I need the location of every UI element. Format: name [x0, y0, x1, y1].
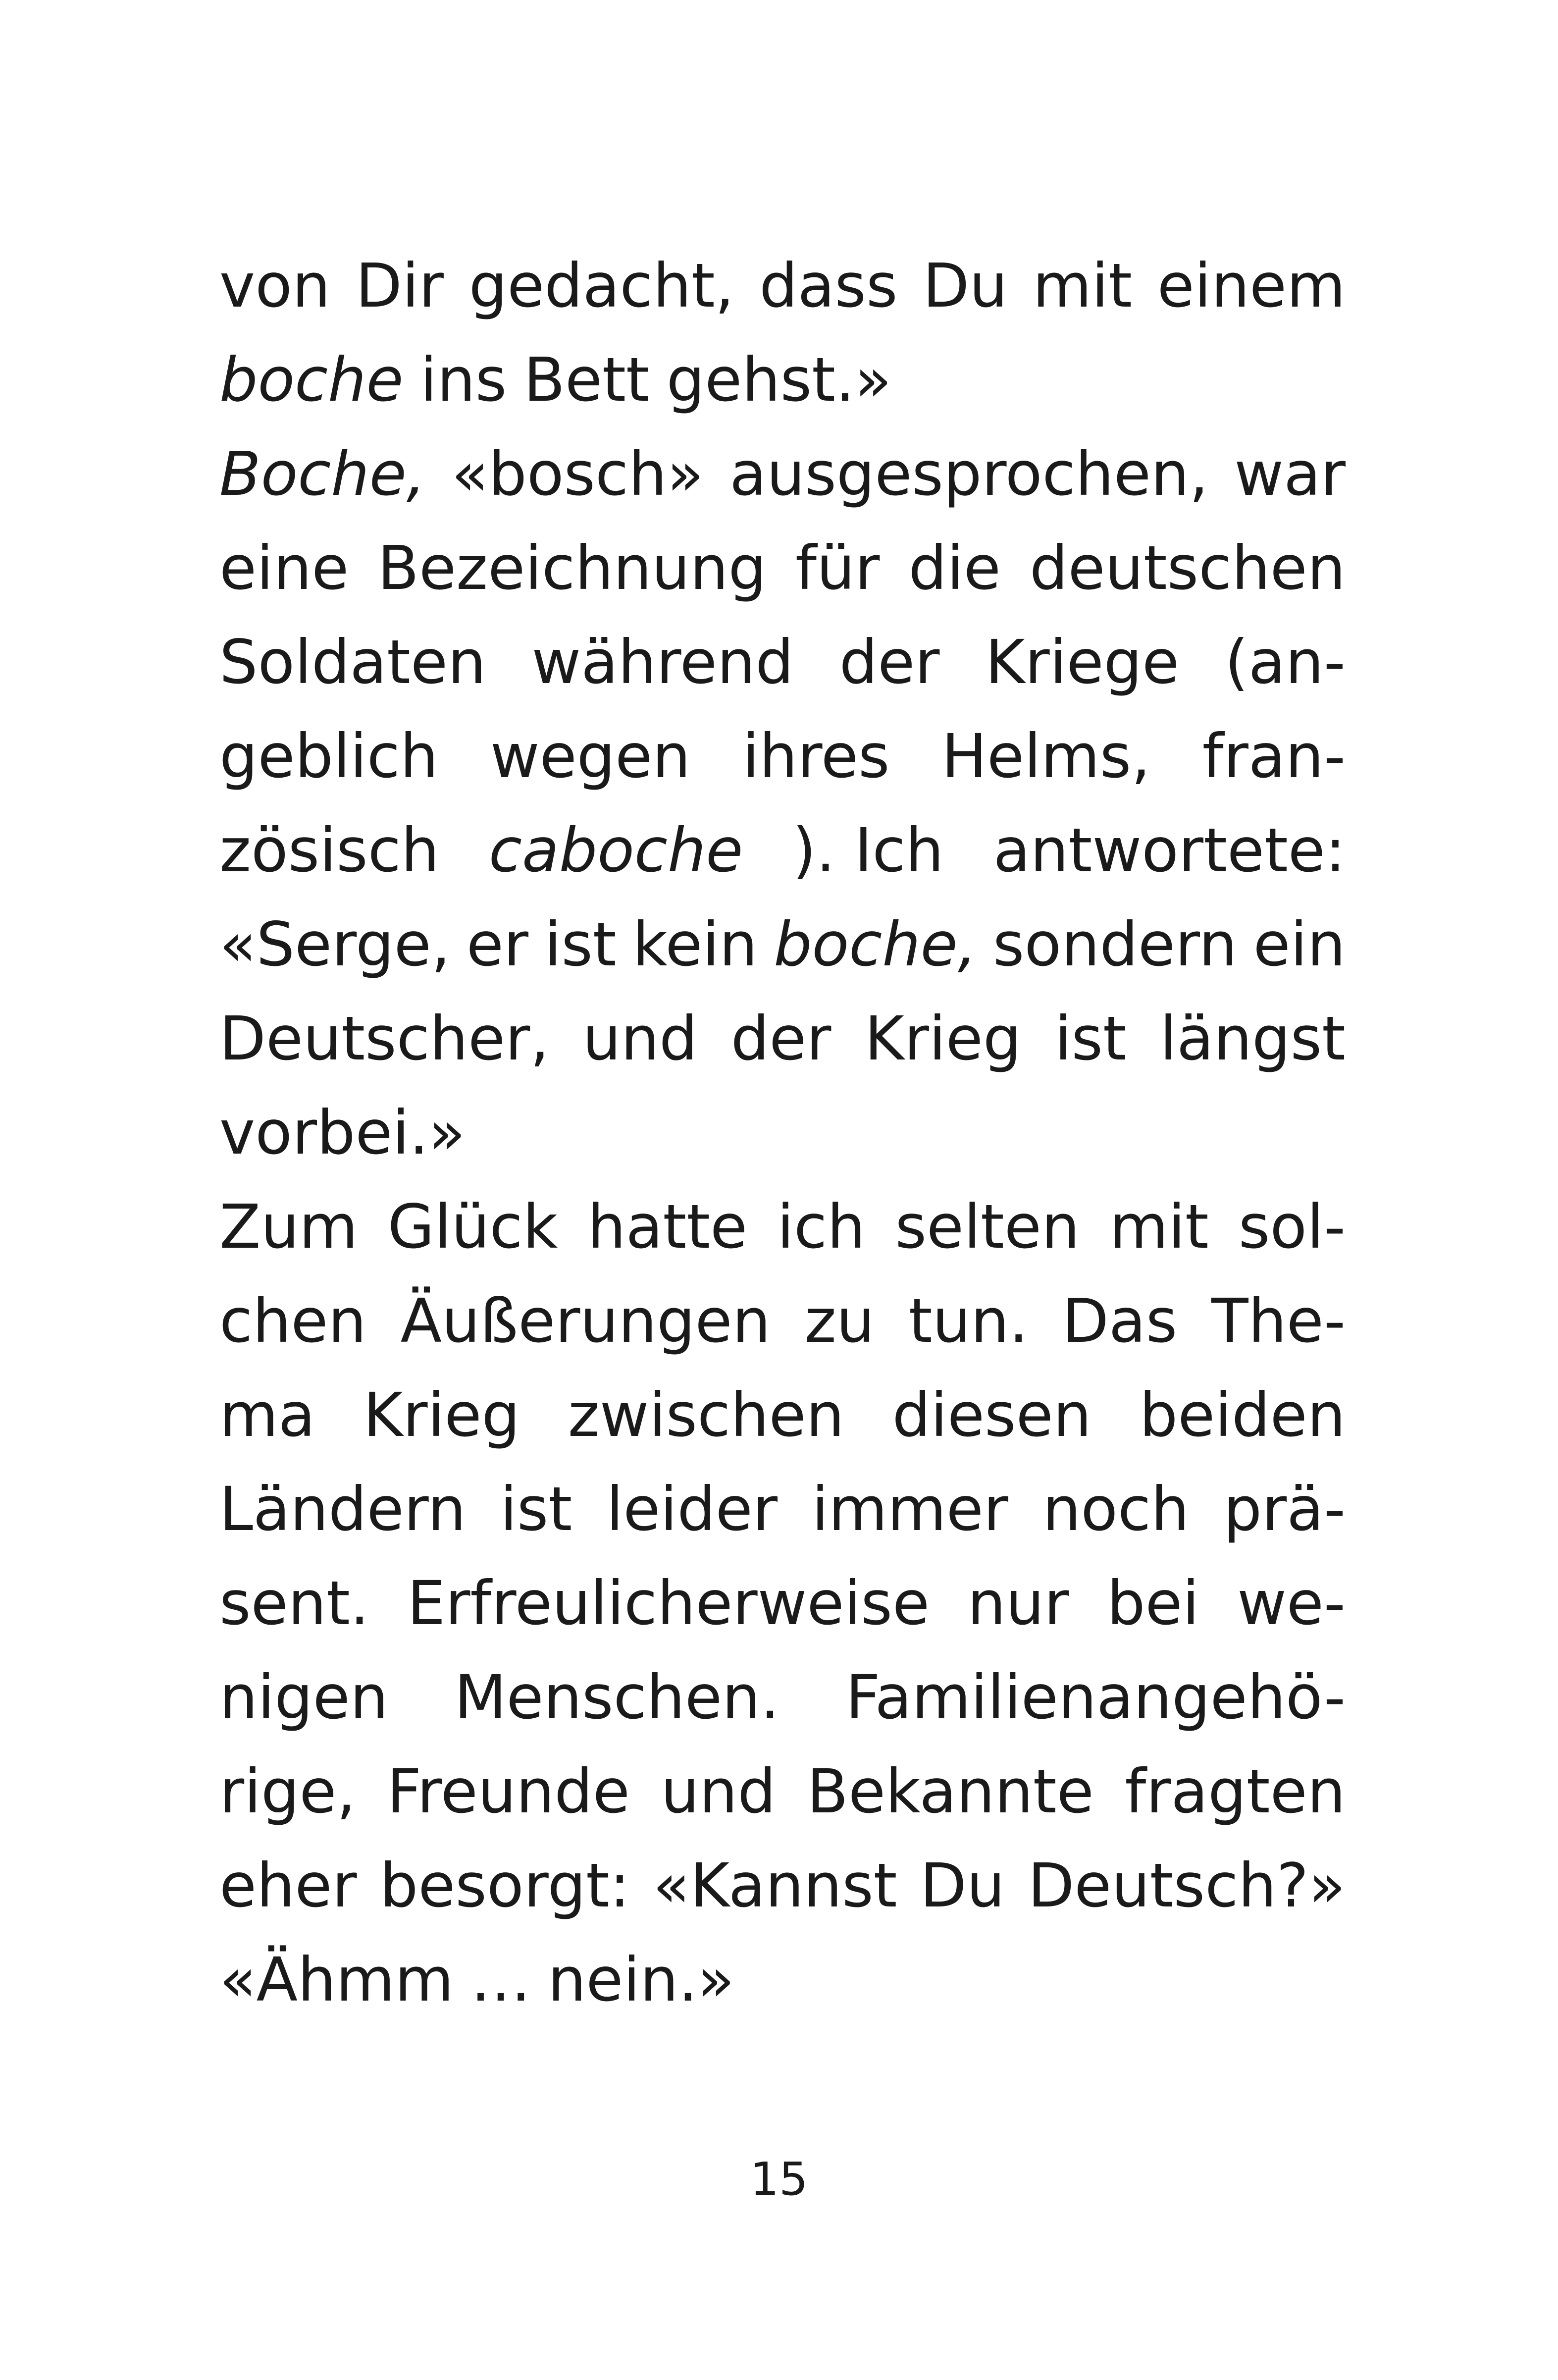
word: geblich [219, 721, 439, 792]
text-line [219, 1839, 1346, 1933]
word: ich [777, 1192, 866, 1262]
word: Krieg [864, 1004, 1022, 1074]
word: prä- [1223, 1474, 1346, 1544]
word: zwischen [568, 1380, 844, 1450]
word: Äußerungen [400, 1286, 771, 1356]
word: Helms, [941, 721, 1151, 792]
word: ist [500, 1474, 572, 1544]
word: leider [606, 1474, 778, 1544]
text-line [219, 615, 1346, 709]
word: Glück [387, 1192, 558, 1262]
word: Du [923, 251, 1008, 321]
word: deutschen [1030, 533, 1346, 603]
word: eher [219, 1851, 357, 1921]
word: Erfreulicherweise [407, 1568, 930, 1639]
word: die [908, 533, 1001, 603]
word: Bekannte [807, 1756, 1094, 1827]
word: längst [1160, 1004, 1346, 1074]
text-line [219, 1556, 1346, 1650]
text-line [219, 992, 1346, 1086]
word: «bosch» [451, 439, 704, 509]
word: mit [1033, 251, 1132, 321]
word: Bett [523, 345, 650, 415]
word: Deutscher, [219, 1004, 550, 1074]
text-line [219, 521, 1346, 615]
text-line [219, 1274, 1346, 1368]
italic-word: boche, [774, 909, 977, 980]
word: Familienangehö- [845, 1662, 1346, 1733]
text-line [219, 898, 1346, 992]
word: «Serge, [219, 909, 451, 980]
text-line [219, 803, 1346, 898]
word: und [582, 1004, 698, 1074]
italic-word: Boche, [219, 439, 426, 509]
word: antwortete: [993, 815, 1346, 886]
word: und [661, 1756, 776, 1827]
word: zösisch [219, 815, 440, 886]
word: ins [420, 345, 507, 415]
word: der [730, 1004, 831, 1074]
word: ). Ich [792, 815, 944, 886]
word: beiden [1139, 1380, 1346, 1450]
word: er [466, 909, 529, 980]
word: gehst.» [666, 345, 892, 415]
word: war [1234, 439, 1346, 509]
word: immer [812, 1474, 1008, 1544]
word: chen [219, 1286, 366, 1356]
word: ihres [742, 721, 890, 792]
word: eine [219, 533, 349, 603]
word: wegen [490, 721, 691, 792]
word: fragten [1125, 1756, 1346, 1827]
word: Soldaten [219, 627, 486, 697]
word: Dir [355, 251, 444, 321]
italic-word: boche [219, 345, 404, 415]
word: Krieg [363, 1380, 520, 1450]
word: fran- [1202, 721, 1346, 792]
text-line [219, 333, 1346, 427]
word: ein [1253, 909, 1346, 980]
word: Freunde [386, 1756, 630, 1827]
word: kein [632, 909, 758, 980]
word: hatte [587, 1192, 748, 1262]
word: Das [1062, 1286, 1178, 1356]
word: der [839, 627, 940, 697]
word: «Kannst [653, 1851, 897, 1921]
word: für [795, 533, 880, 603]
word: gedacht, [468, 251, 734, 321]
word: einem [1157, 251, 1346, 321]
word: sondern [992, 909, 1238, 980]
word: Ländern [219, 1474, 466, 1544]
text-line [219, 239, 1346, 333]
word: ist [1054, 1004, 1127, 1074]
text-line [219, 1745, 1346, 1839]
word: Menschen. [454, 1662, 780, 1733]
text-line [219, 1086, 1346, 1180]
word: ma [219, 1380, 315, 1450]
word: diesen [892, 1380, 1091, 1450]
word: Du [920, 1851, 1005, 1921]
word: nur [967, 1568, 1069, 1639]
word: sol- [1238, 1192, 1346, 1262]
word: dass [759, 251, 898, 321]
word: (an- [1225, 627, 1346, 697]
text-line [219, 1933, 1346, 2027]
word: nein.» [548, 1945, 735, 2015]
text-line [219, 1462, 1346, 1556]
word: ist [544, 909, 617, 980]
word: besorgt: [379, 1851, 630, 1921]
word: … [470, 1945, 531, 2015]
word: Bezeichnung [377, 533, 767, 603]
word: ausgesprochen, [729, 439, 1209, 509]
word: noch [1042, 1474, 1190, 1544]
word: Kriege [985, 627, 1180, 697]
word: «Ähmm [219, 1945, 454, 2015]
word: The- [1211, 1286, 1346, 1356]
text-line [219, 709, 1346, 803]
page-number: 15 [750, 2153, 808, 2206]
word: nigen [219, 1662, 389, 1733]
word: von [219, 251, 331, 321]
word: selten [895, 1192, 1080, 1262]
italic-word: caboche [488, 815, 743, 886]
text-line [219, 1368, 1346, 1462]
word: rige, [219, 1756, 356, 1827]
word: während [531, 627, 794, 697]
word: vorbei.» [219, 1098, 466, 1168]
text-line [219, 1650, 1346, 1745]
text-line [219, 1180, 1346, 1274]
word: we- [1237, 1568, 1346, 1639]
word: zu [804, 1286, 875, 1356]
word: sent. [219, 1568, 369, 1639]
word: tun. [908, 1286, 1029, 1356]
text-line [219, 427, 1346, 521]
word: Zum [219, 1192, 358, 1262]
word: Deutsch?» [1028, 1851, 1346, 1921]
word: mit [1109, 1192, 1209, 1262]
word: bei [1107, 1568, 1199, 1639]
